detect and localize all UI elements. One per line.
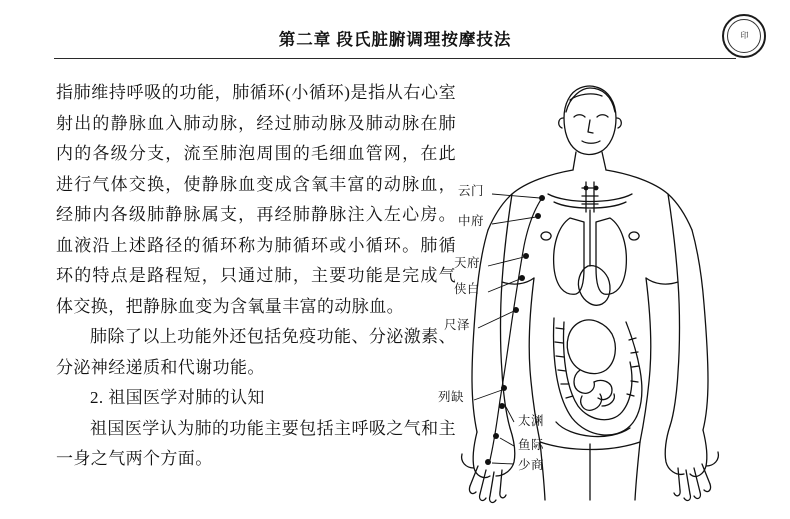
acupoint-label-taiyuan: 太渊: [518, 414, 545, 428]
acupoint-label-xiabai: 侠白: [454, 282, 481, 296]
page-title: 第二章 段氏脏腑调理按摩技法: [278, 30, 512, 49]
paragraph-4: 祖国医学认为肺的功能主要包括主呼吸之气和主一身之气两个方面。: [56, 418, 456, 468]
paragraph-3-heading: 2. 祖国医学对肺的认知: [90, 388, 265, 407]
acupoint-label-tianfu: 天府: [454, 256, 481, 270]
paragraph-1: 指肺维持呼吸的功能，肺循环(小循环)是指从右心室射出的静脉血入肺动脉，经过肺动脉及肺动脉在肺内的各级分支，流至肺泡周围的毛细血管网，在此进行气体交换，使静脉血变成含氧丰富的动脉血，经肺内各级肺静脉属支，再经肺静脉注入左心房。血液沿上述路径的循环称为肺循环或小循环。肺循环的特点是路程短，只通过肺，主要功能是完成气体交换，把静脉血变为含氧量丰富的动脉血。: [56, 83, 456, 316]
seal-inner-text: 印: [727, 19, 761, 53]
acupoint-label-shaoshang: 少商: [518, 458, 545, 472]
anatomy-figure: [430, 70, 770, 510]
anatomy-illustration: [430, 70, 770, 510]
acupoint-label-zhongfu: 中府: [458, 214, 485, 228]
seal-icon: [722, 14, 766, 58]
acupoint-label-yunmen: 云门: [458, 184, 485, 198]
acupoint-label-yuji: 鱼际: [518, 438, 545, 452]
page-header: [0, 0, 790, 62]
body-text-column: [56, 78, 456, 475]
header-divider: [54, 58, 736, 59]
acupoint-label-chize: 尺泽: [444, 318, 471, 332]
paragraph-2: 肺除了以上功能外还包括免疫功能、分泌激素、分泌神经递质和代谢功能。: [56, 327, 456, 377]
acupoint-label-lieque: 列缺: [438, 390, 465, 404]
